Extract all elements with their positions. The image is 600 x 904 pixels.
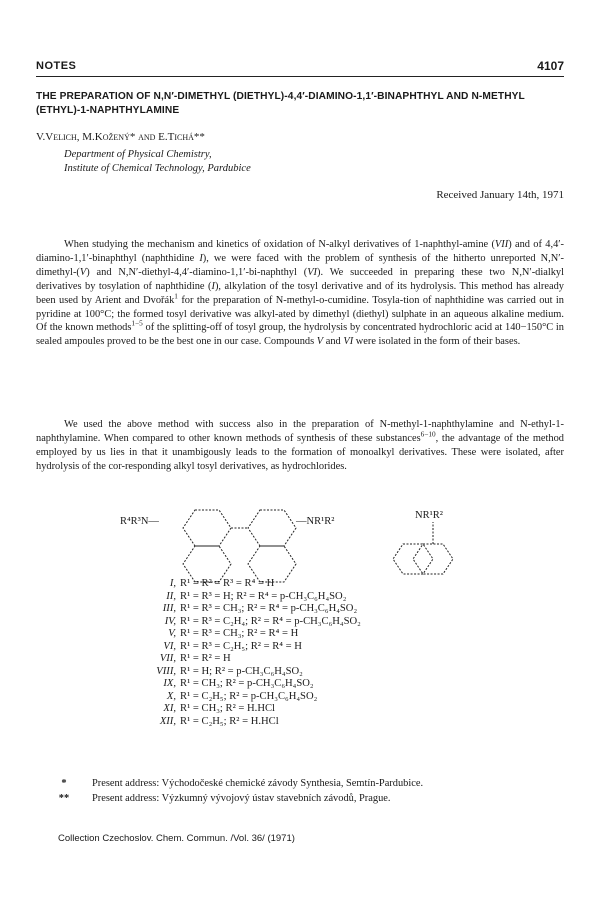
compound-number: XI, — [163, 703, 176, 714]
author-line — [36, 131, 205, 143]
footnote — [36, 778, 564, 789]
compound-number: II, — [166, 590, 176, 602]
footnote-mark: ** — [58, 793, 70, 804]
authors: V.Velich, M.Kožený* and E.Tichá** — [36, 131, 205, 143]
compound-definition: R¹ = R³ = C₂H₄; R² = R⁴ = p-CH₃C₆H₄SO₂ — [180, 615, 361, 627]
compound-number: X, — [166, 690, 176, 702]
compound-number: VII, — [159, 653, 176, 664]
compound-row — [120, 703, 361, 716]
compound-definition: R¹ = R³ = CH₃; R² = R⁴ = p-CH₃C₆H₄SO₂ — [180, 603, 358, 614]
compound-row — [120, 591, 361, 604]
left-substituent-label: R⁴R³N— — [120, 516, 159, 527]
footnote-mark: * — [61, 778, 67, 789]
compound-definition: R¹ = R³ = CH₃; R² = R⁴ = H — [180, 628, 299, 639]
paragraph-1: When studying the mechanism and kinetics of oxidation of N-alkyl derivatives of 1-naphthyl-amine (VII) and of 4,4′-diamino-1,1′-binaphthyl (naphthidine I), we were faced with the problem of synthesis of the hitherto unreported N,N′-dimethyl-(V) and N,N′-diethyl-4,4′-diamino-1,1′-bi-naphthyl (VI). We succeeded in preparing these two N,N′-dialkyl derivatives by tosylation of naphthidine (I), alkylation of the tosyl derivative and of its hydrolysis. This method has already been used by Arient and Dvořák$^1$ for the preparation of N-methyl-o-cumidine. Tosyla-tion of naphthidine was carried out in pyridine at 100°C; the formed tosyl derivative was alkyl-ated by dimethyl (diethyl) sulphate in an aqueous alkaline medium. Of the known methods$^{1-5}$ of the splitting-off of tosyl group, the hydrolysis by concentrated hydrochloric acid at 140−150°C in sealed ampoules proved to be the best one in our case. Compounds V and VI were isolated in the form of their bases. — [36, 239, 565, 348]
compound-definition: R¹ = R³ = C₂H₅; R² = R⁴ = H — [180, 640, 302, 652]
compound-number: V, — [168, 628, 176, 639]
compound-row — [120, 603, 361, 616]
footnote — [36, 793, 564, 804]
compound-definition: R¹ = C₂H₅; R² = p-CH₃C₆H₄SO₂ — [180, 690, 318, 702]
running-header — [36, 56, 564, 77]
footnote-text: Present address: Východočeské chemické závody Synthesia, Semtín-Pardubice. — [92, 778, 424, 789]
compound-definition: R¹ = C₂H₅; R² = H.HCl — [180, 715, 279, 727]
affiliation — [64, 148, 251, 176]
section-name: NOTES — [36, 60, 77, 72]
footnotes — [36, 778, 564, 808]
compound-row — [120, 641, 361, 654]
compound-list — [120, 578, 361, 728]
compound-row — [120, 616, 361, 629]
compound-number: XII, — [159, 715, 176, 727]
compound-number: IV, — [164, 615, 176, 627]
compound-number: IX, — [163, 678, 176, 689]
page-number: 4107 — [537, 59, 564, 73]
compound-row — [120, 716, 361, 729]
compound-definition: R¹ = R² = R³ = R⁴ = H — [180, 578, 275, 589]
compound-row — [120, 653, 361, 666]
paragraph-2: We used the above method with success also in the preparation of N-methyl-1-naphthylamine and N-ethyl-1-naphthylamine. When compared to other known methods of synthesis of these substances$^{6-10}$, the advantage of the method employed by us lies in that it unambigously leads to the formation of monoalkyl derivatives. These were isolated, after hydrolysis of the cor-responding alkyl tosyl derivatives, as hydrochlorides. — [36, 419, 565, 472]
compound-row — [120, 678, 361, 691]
naphthylamine-label: NR¹R² — [415, 510, 443, 521]
compound-definition: R¹ = H; R² = p-CH₃C₆H₄SO₂ — [180, 665, 303, 677]
journal-footer: Collection Czechoslov. Chem. Commun. /Vol. 36/ (1971) — [58, 833, 295, 844]
footnote-text: Present address: Výzkumný vývojový ústav stavebních závodů, Prague. — [92, 793, 391, 804]
compound-definition: R¹ = CH₃; R² = p-CH₃C₆H₄SO₂ — [180, 678, 314, 689]
right-substituent-label: —NR¹R² — [296, 516, 335, 527]
compound-row — [120, 666, 361, 679]
affiliation-line: Department of Physical Chemistry, — [64, 149, 212, 160]
compound-definition: R¹ = R³ = H; R² = R⁴ = p-CH₃C₆H₄SO₂ — [180, 590, 347, 602]
compound-definition: R¹ = R² = H — [180, 653, 231, 664]
compound-row — [120, 691, 361, 704]
compound-row — [120, 578, 361, 591]
compound-number: VI, — [163, 640, 176, 652]
affiliation-line: Institute of Chemical Technology, Pardubice — [64, 163, 251, 174]
compound-number: I, — [169, 578, 176, 589]
compound-number: VIII, — [156, 665, 176, 677]
compound-definition: R¹ = CH₃; R² = H.HCl — [180, 703, 275, 714]
compound-number: III, — [162, 603, 176, 614]
received-date: Received January 14th, 1971 — [436, 189, 564, 201]
compound-row — [120, 628, 361, 641]
article-title: THE PREPARATION OF N,N′-DIMETHYL (DIETHYL)-4,4′-DIAMINO-1,1′-BINAPHTHYL AND N-METHYL (ETHYL)-1-NAPHTHYLAMINE — [36, 91, 525, 116]
